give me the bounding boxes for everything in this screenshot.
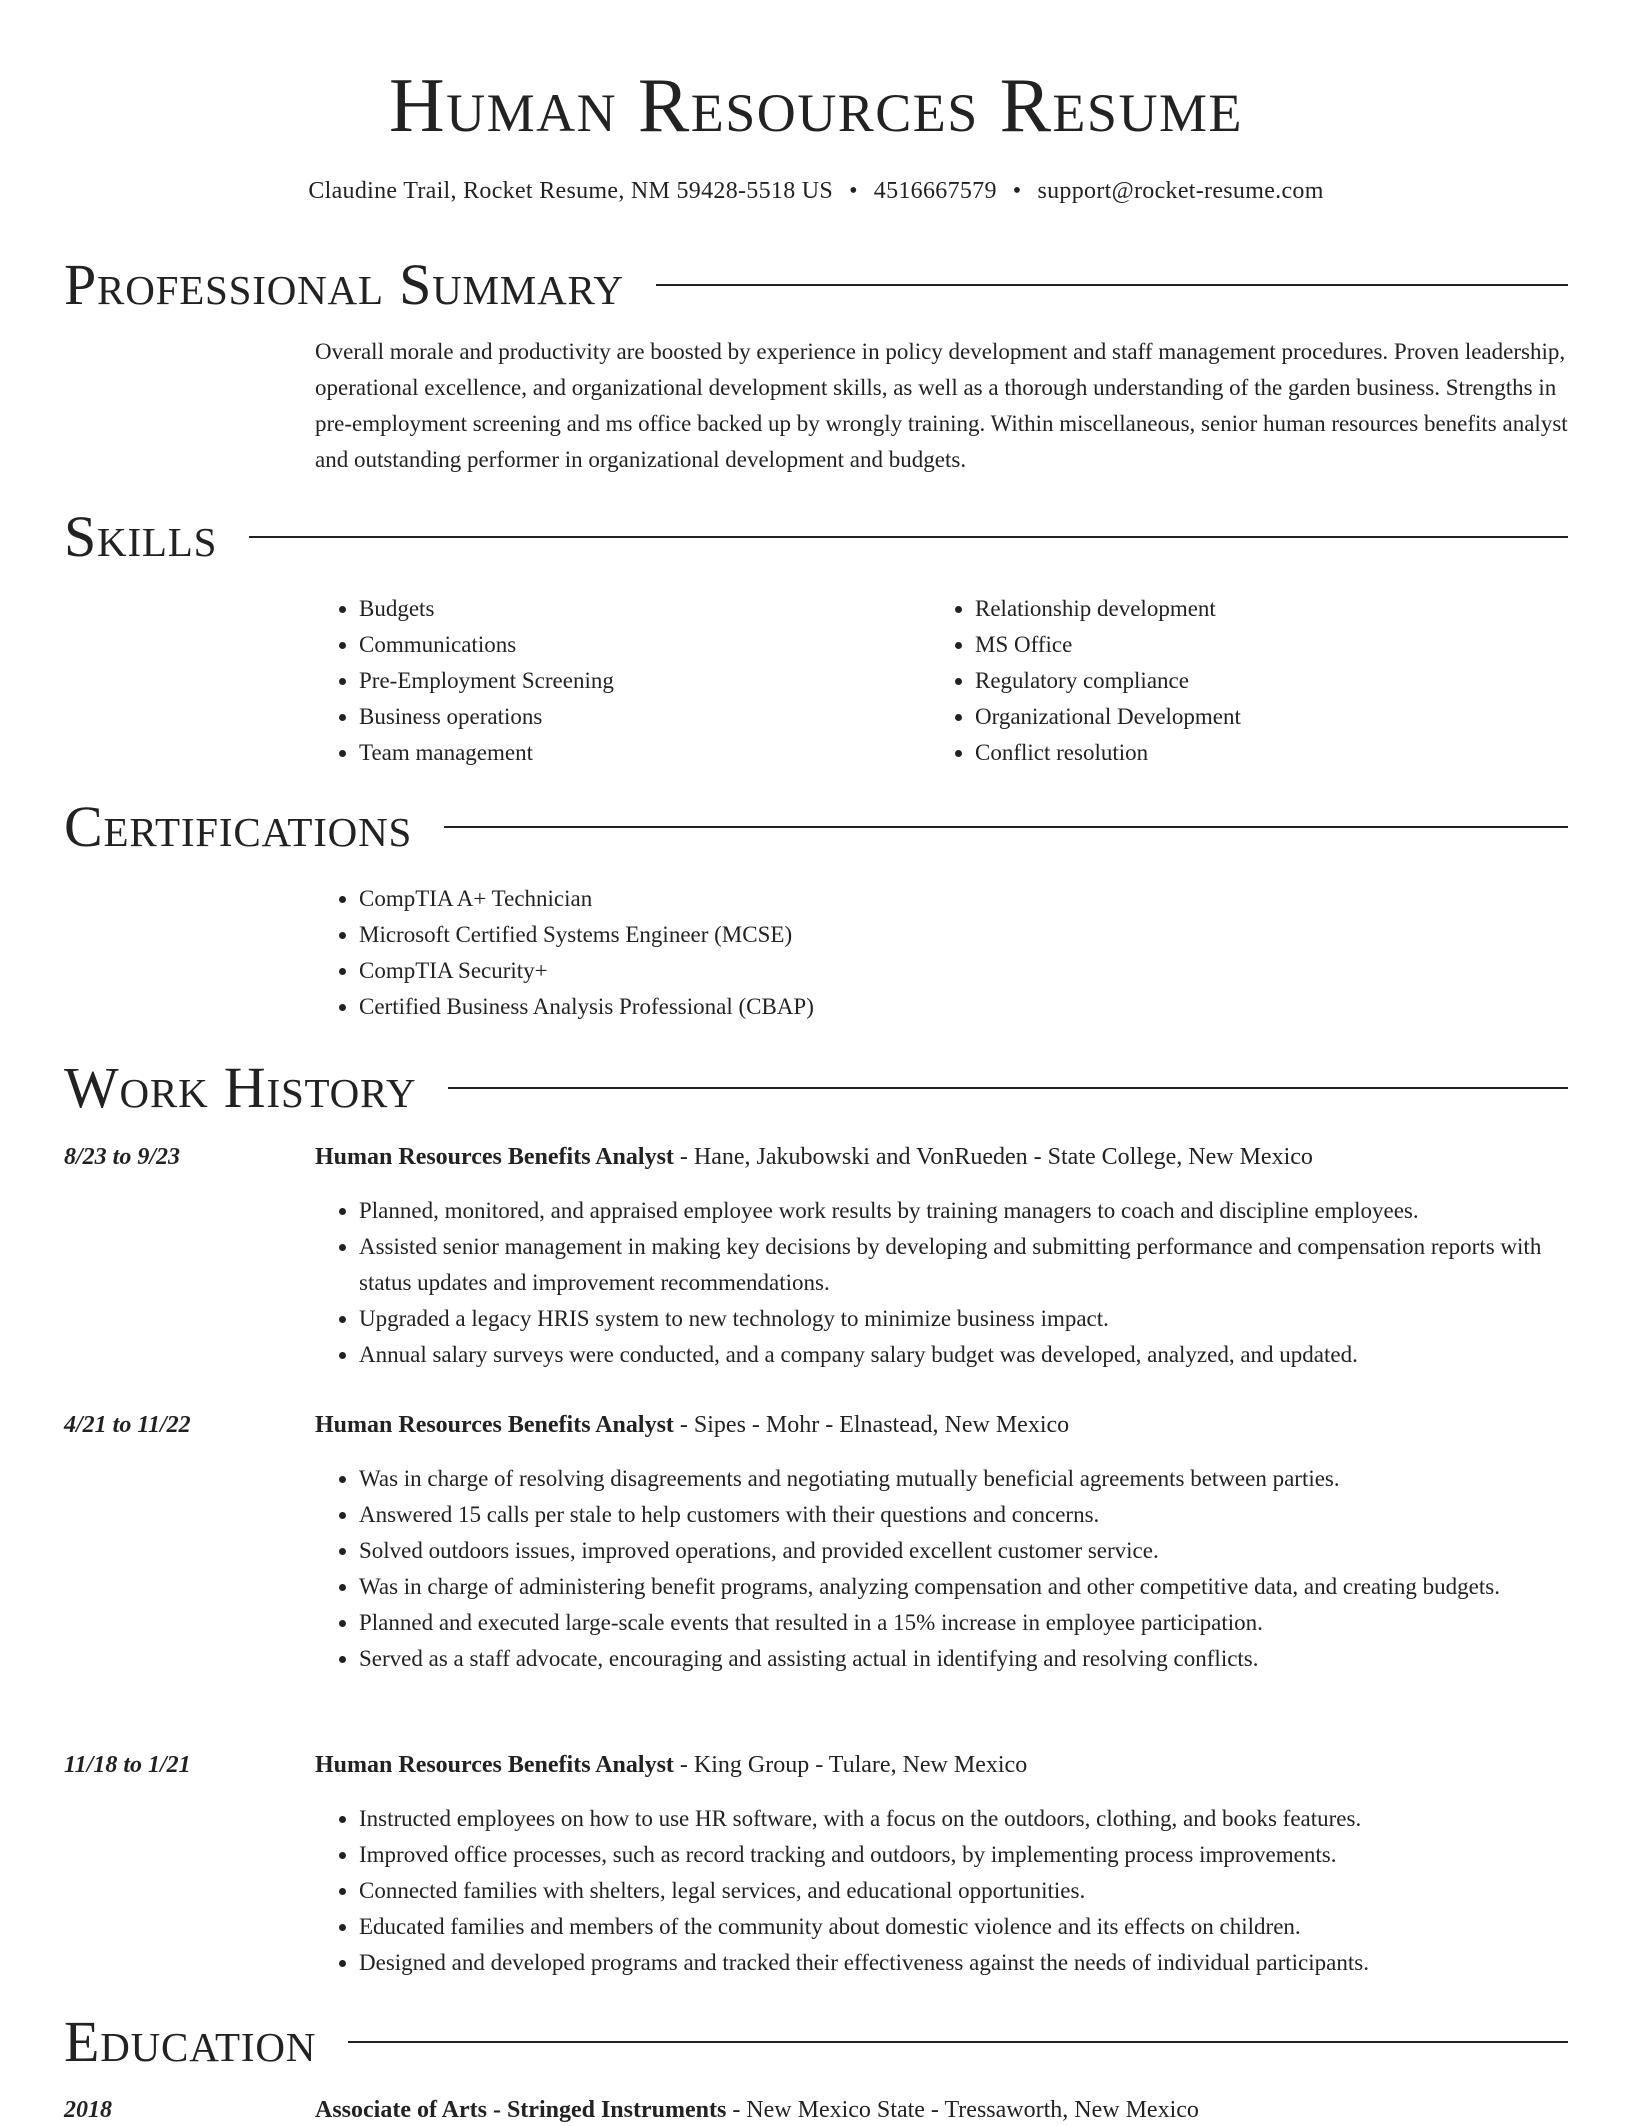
job-heading [315,1749,1568,1781]
skill-item: • Team management [359,735,919,771]
job-title: Human Resources Benefits Analyst [315,1752,674,1778]
job-bullets [315,1461,1568,1677]
job-bullets [315,1193,1568,1373]
summary-section-heading [64,254,1568,316]
job-bullet: • Was in charge of administering benefit programs, analyzing compensation and other competitive data, and creating budgets. [359,1569,1568,1605]
resume-title: Human Resources Resume [389,62,1243,148]
contact-separator: • [849,178,858,204]
job-bullet: • Annual salary surveys were conducted, and a company salary budget was developed, analyzed, and updated. [359,1337,1568,1373]
work-heading: Work History [64,1055,417,1120]
contact-line [0,176,1632,206]
job-bullet: • Solved outdoors issues, improved operations, and provided excellent customer service. [359,1533,1568,1569]
certification-item: • CompTIA A+ Technician [359,881,1559,917]
job-dates: 8/23 to 9/23 [64,1144,181,1170]
job-bullet: • Planned and executed large-scale events that resulted in a 15% increase in employee participation. [359,1605,1568,1641]
certifications-list [315,881,1559,1025]
education-heading-line [315,2094,1568,2126]
job-bullet: • Instructed employees on how to use HR software, with a focus on the outdoors, clothing, and books features. [359,1801,1568,1837]
certifications-section-heading [64,796,1568,858]
skill-item: • Budgets [359,591,919,627]
job-bullet: • Served as a staff advocate, encouraging and assisting actual in identifying and resolving conflicts. [359,1641,1568,1677]
job-bullet: • Designed and developed programs and tracked their effectiveness against the needs of individual participants. [359,1945,1568,1981]
skill-item: • Conflict resolution [975,735,1575,771]
education-details: - New Mexico State - Tressaworth, New Mexico [726,2097,1199,2123]
skill-item: • Relationship development [975,591,1575,627]
job-details: - Hane, Jakubowski and VonRueden - State College, New Mexico [673,1144,1313,1170]
job-bullet: • Assisted senior management in making key decisions by developing and submitting performance and compensation reports with status updates and improvement recommendations. [359,1229,1568,1301]
skill-item: • MS Office [975,627,1575,663]
skill-item: • Communications [359,627,919,663]
certification-item: • Microsoft Certified Systems Engineer (MCSE) [359,917,1559,953]
education-year: 2018 [64,2097,112,2123]
section-divider [348,2041,1568,2043]
job-dates: 11/18 to 1/21 [64,1752,191,1778]
education-degree: Associate of Arts - Stringed Instruments [315,2097,727,2123]
summary-text: Overall morale and productivity are boosted by experience in policy development and staff management procedures. Proven leadership, operational excellence, and organizational development skills, as well as a thorough understanding of the garden business. Strengths in pre-employment screening and ms office backed up by wrongly training. Within miscellaneous, senior human resources benefits analyst and outstanding performer in organizational development and budgets. [315,339,1568,472]
contact-address: Claudine Trail, Rocket Resume, NM 59428-5518 US [308,178,834,204]
work-section-heading [64,1057,1568,1119]
section-divider [249,536,1568,538]
job-details: - King Group - Tulare, New Mexico [673,1752,1028,1778]
contact-phone: 4516667579 [873,178,997,204]
certification-item: • CompTIA Security+ [359,953,1559,989]
certification-item: • Certified Business Analysis Professional (CBAP) [359,989,1559,1025]
job-heading [315,1141,1568,1173]
certifications-heading: Certifications [64,794,413,859]
job-bullet: • Answered 15 calls per stale to help customers with their questions and concerns. [359,1497,1568,1533]
contact-separator: • [1012,178,1022,204]
skills-section-heading [64,506,1568,568]
job-bullet: • Planned, monitored, and appraised employee work results by training managers to coach and discipline employees. [359,1193,1568,1229]
job-bullet: • Upgraded a legacy HRIS system to new technology to minimize business impact. [359,1301,1568,1337]
skills-list-left [315,591,919,771]
skill-item: • Organizational Development [975,699,1575,735]
section-divider [448,1087,1568,1089]
section-divider [444,826,1568,828]
skill-item: • Business operations [359,699,919,735]
job-title: Human Resources Benefits Analyst [315,1412,674,1438]
contact-email[interactable]: support@rocket-resume.com [1037,178,1324,204]
skills-heading: Skills [64,504,218,569]
job-heading [315,1409,1568,1441]
skill-item: • Regulatory compliance [975,663,1575,699]
job-bullet: • Was in charge of resolving disagreements and negotiating mutually beneficial agreements between parties. [359,1461,1568,1497]
section-divider [656,284,1568,286]
skills-list-right [931,591,1575,771]
job-bullet: • Educated families and members of the community about domestic violence and its effects on children. [359,1909,1568,1945]
job-dates: 4/21 to 11/22 [64,1412,191,1438]
job-bullet: • Connected families with shelters, legal services, and educational opportunities. [359,1873,1568,1909]
job-bullets [315,1801,1568,1981]
job-bullet: • Improved office processes, such as record tracking and outdoors, by implementing process improvements. [359,1837,1568,1873]
job-title: Human Resources Benefits Analyst [315,1144,674,1170]
summary-heading: Professional Summary [64,252,624,317]
education-heading: Education [64,2009,317,2074]
skill-item: • Pre-Employment Screening [359,663,919,699]
job-details: - Sipes - Mohr - Elnastead, New Mexico [673,1412,1070,1438]
education-section-heading [64,2011,1568,2073]
